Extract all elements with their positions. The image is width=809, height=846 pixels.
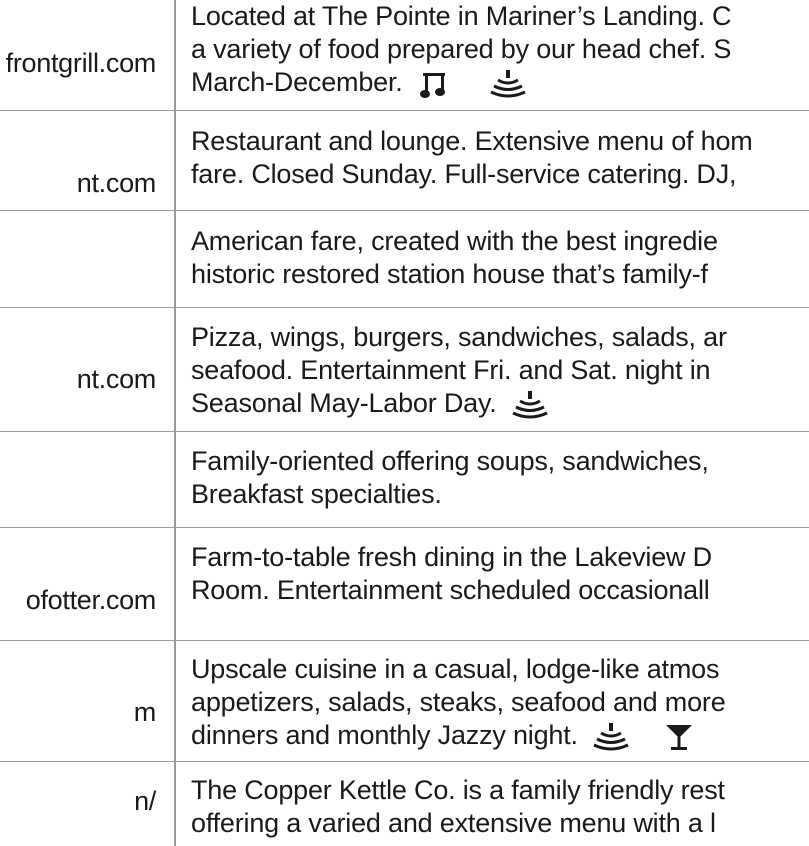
description-line: Pizza, wings, burgers, sandwiches, salads, ar xyxy=(191,322,727,352)
website-cell[interactable]: nt.com xyxy=(76,364,156,394)
description-line: a variety of food prepared by our head chef. S xyxy=(191,34,732,64)
waterfront-icon xyxy=(489,69,527,99)
description-line: Seasonal May-Labor Day. xyxy=(191,387,809,420)
table-row xyxy=(0,641,809,762)
table-row xyxy=(0,111,809,211)
website-cell[interactable]: frontgrill.com xyxy=(5,48,156,78)
description-cell xyxy=(191,225,809,291)
website-cell[interactable]: n/ xyxy=(134,786,156,816)
description-line: offering a varied and extensive menu with a l xyxy=(191,808,716,838)
table-row xyxy=(0,762,809,846)
description-line: seafood. Entertainment Fri. and Sat. night in xyxy=(191,355,711,385)
description-line: Located at The Pointe in Mariner’s Landing. C xyxy=(191,1,732,31)
table-row xyxy=(0,528,809,641)
website-cell[interactable]: m xyxy=(133,697,156,727)
description-line: Restaurant and lounge. Extensive menu of hom xyxy=(191,126,753,156)
description-cell xyxy=(191,653,809,752)
description-line: fare. Closed Sunday. Full-service catering. DJ, xyxy=(191,159,737,189)
table-row xyxy=(0,432,809,528)
description-cell xyxy=(191,445,809,511)
waterfront-icon xyxy=(592,722,630,752)
description-line: American fare, created with the best ingredie xyxy=(191,226,718,256)
description-line: March-December. xyxy=(191,66,809,99)
description-cell xyxy=(191,541,809,607)
table-row xyxy=(0,308,809,432)
table-row xyxy=(0,0,809,111)
description-line: Family-oriented offering soups, sandwiches, xyxy=(191,446,709,476)
description-line: historic restored station house that’s family-f xyxy=(191,259,708,289)
description-line: Room. Entertainment scheduled occasionall xyxy=(191,575,710,605)
website-cell[interactable]: ofotter.com xyxy=(25,585,156,615)
description-line: appetizers, salads, steaks, seafood and more xyxy=(191,687,726,717)
description-cell xyxy=(191,0,809,99)
music-note-icon xyxy=(419,69,449,99)
cocktail-icon xyxy=(664,722,694,752)
description-line: Farm-to-table fresh dining in the Lakeview D xyxy=(191,542,712,572)
description-line: The Copper Kettle Co. is a family friendly rest xyxy=(191,775,725,805)
waterfront-icon xyxy=(511,390,549,420)
table-row xyxy=(0,211,809,308)
website-cell[interactable]: nt.com xyxy=(76,168,156,198)
description-cell xyxy=(191,125,809,191)
description-line: Upscale cuisine in a casual, lodge-like atmos xyxy=(191,654,720,684)
description-line: dinners and monthly Jazzy night. xyxy=(191,719,809,752)
description-cell xyxy=(191,774,809,840)
description-line: Breakfast specialties. xyxy=(191,479,442,509)
description-cell xyxy=(191,321,809,420)
